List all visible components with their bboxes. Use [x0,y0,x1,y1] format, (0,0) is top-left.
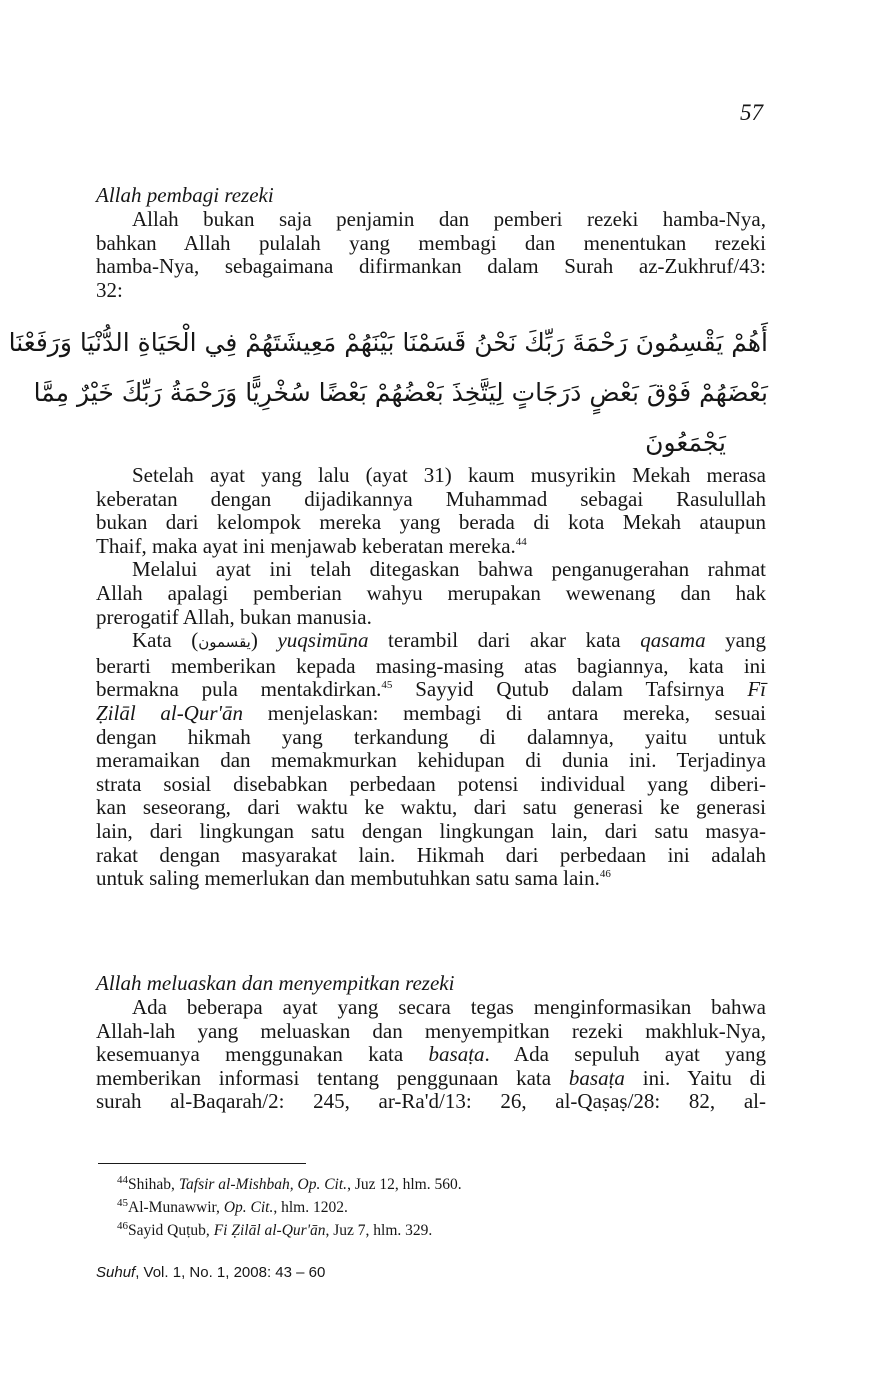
page-number: 57 [740,100,763,125]
text-line: lain, dari lingkungan satu dengan lingkungan lain, dari satu masya- [96,818,766,843]
section-allah-meluaskan-rezeki [96,970,766,1114]
text-run: yang [705,628,767,653]
footnote [117,1196,462,1219]
footnote-ref: 45 [381,679,393,692]
footnote-number: 46 [117,1219,128,1232]
term-transliteration: yuqsimūna [277,628,369,653]
text-run: , hlm. 1202. [273,1199,348,1216]
text-line: Ada beberapa ayat yang secara tegas menginformasikan bahwa [132,995,766,1019]
book-title: Fī [747,677,766,702]
footnote-divider [98,1163,306,1164]
quran-verse-arabic [8,318,768,468]
citation-title: Tafsir al-Mishbah, Op. Cit. [178,1176,348,1193]
text-line: 32: [96,277,123,302]
text-run: , Juz 7, hlm. 329. [325,1222,433,1239]
text-run: Shihab, [128,1176,179,1193]
text-line: meramaikan dan memakmurkan kehidupan di dunia ini. Terjadinya [96,748,766,773]
footnote [117,1173,462,1196]
book-title: Ẓilāl al-Qur'ān [96,700,244,725]
text-line [96,535,766,559]
text-line [96,629,766,655]
paragraph [96,629,766,891]
journal-issue: , Vol. 1, No. 1, 2008: 43 – 60 [135,1264,326,1281]
text-line: surah al-Baqarah/2: 245, ar-Ra'd/13: 26, al-Qaṣaṣ/28: 82, al- [96,1089,766,1114]
commentary-block [96,464,766,891]
footnote-number: 44 [117,1173,128,1186]
text-run: memberikan informasi tentang penggunaan kata [96,1065,569,1090]
journal-name: Suhuf [96,1264,136,1281]
text-line-content: Thaif, maka ayat ini menjawab keberatan mereka. [96,533,516,558]
text-line: Allah-lah yang meluaskan dan menyempitkan rezeki makhluk-Nya, [96,1018,766,1043]
text-run: terambil dari akar kata [368,628,641,653]
text-run: Sayid Quṭub, [128,1222,214,1239]
arabic-line: يَجْمَعُونَ [645,428,726,457]
citation-title: Fi Ẓilāl al-Qur'ān [213,1222,326,1239]
text-line: strata sosial disebabkan perbedaan potensi individual yang diberi- [96,771,766,796]
text-run: untuk saling memerlukan dan membutuhkan satu sama lain. [96,866,600,891]
text-run: ini. Yaitu di [624,1065,766,1090]
arabic-line: بَعْضَهُمْ فَوْقَ بَعْضٍ دَرَجَاتٍ لِيَتَّخِذَ بَعْضُهُمْ بَعْضًا سُخْرِيًّا وَرَحْمَةُ رَبِّكَ خَيْرٌ مِمَّا [33,378,768,407]
text-run: menjelaskan: membagi di antara mereka, sesuai [243,700,766,725]
journal-footer [96,1264,325,1281]
term: basaṭa [568,1065,625,1090]
footnote-number: 45 [117,1196,128,1209]
text-run: ) [250,628,278,653]
paragraph [96,464,766,558]
text-line: Melalui ayat ini telah ditegaskan bahwa penganugerahan rahmat [132,557,766,582]
text-run: bermakna pula mentakdirkan. [96,677,382,702]
text-line [96,678,766,702]
text-line: bukan dari kelompok mereka yang berada di kota Mekah ataupun [96,510,766,535]
text-line: hamba-Nya, sebagaimana difirmankan dalam Surah az-Zukhruf/43: [96,254,766,279]
text-line: rakat dengan masyarakat lain. Hikmah dari perbedaan ini adalah [96,842,766,867]
text-line: Setelah ayat yang lalu (ayat 31) kaum musyrikin Mekah merasa [132,463,766,487]
paragraph [96,996,766,1114]
citation-title: Op. Cit. [223,1199,274,1216]
text-line: bahkan Allah pulalah yang membagi dan menentukan rezeki [96,230,766,255]
footnotes [117,1173,462,1242]
text-line [96,867,766,891]
intro-paragraph [96,208,766,302]
arabic-line: أَهُمْ يَقْسِمُونَ رَحْمَةَ رَبِّكَ نَحْنُ قَسَمْنَا بَيْنَهُمْ مَعِيشَتَهُمْ فِي الْحَيَاةِ الدُّنْيَا وَرَفَعْنَا [8,328,768,357]
text-line: Allah bukan saja penjamin dan pemberi rezeki hamba-Nya, [132,207,766,231]
text-line: dengan hikmah yang terkandung di dalamnya, yaitu untuk [96,724,766,749]
section-allah-pembagi-rezeki [96,182,766,302]
text-line [96,702,766,726]
text-line: Allah apalagi pemberian wahyu merupakan wewenang dan hak [96,580,766,605]
text-run: kesemuanya menggunakan kata [96,1042,429,1067]
text-run: Sayyid Qutub dalam Tafsirnya [392,677,748,702]
paragraph [96,558,766,629]
arabic-term: يقسمون [198,633,251,652]
section-heading: Allah pembagi rezeki [96,183,274,207]
section-heading: Allah meluaskan dan menyempitkan rezeki [96,971,455,995]
footnote [117,1219,462,1242]
text-line [96,1067,766,1091]
term: basaṭa [428,1042,485,1067]
text-run: Kata ( [132,628,199,653]
text-line: prerogatif Allah, bukan manusia. [96,604,372,629]
text-line: kan seseorang, dari waktu ke waktu, dari satu generasi ke generasi [96,795,766,820]
footnote-ref: 46 [599,868,611,881]
text-line [96,1043,766,1067]
text-run: , Juz 12, hlm. 560. [347,1176,462,1193]
term-root: qasama [640,628,706,653]
text-line: berarti memberikan kepada masing-masing atas bagiannya, kata ini [96,653,766,678]
text-run: Al-Munawwir, [128,1199,224,1216]
text-run: . Ada sepuluh ayat yang [484,1042,766,1067]
text-line: keberatan dengan dijadikannya Muhammad sebagai Rasulullah [96,486,766,511]
footnote-ref: 44 [515,535,527,548]
